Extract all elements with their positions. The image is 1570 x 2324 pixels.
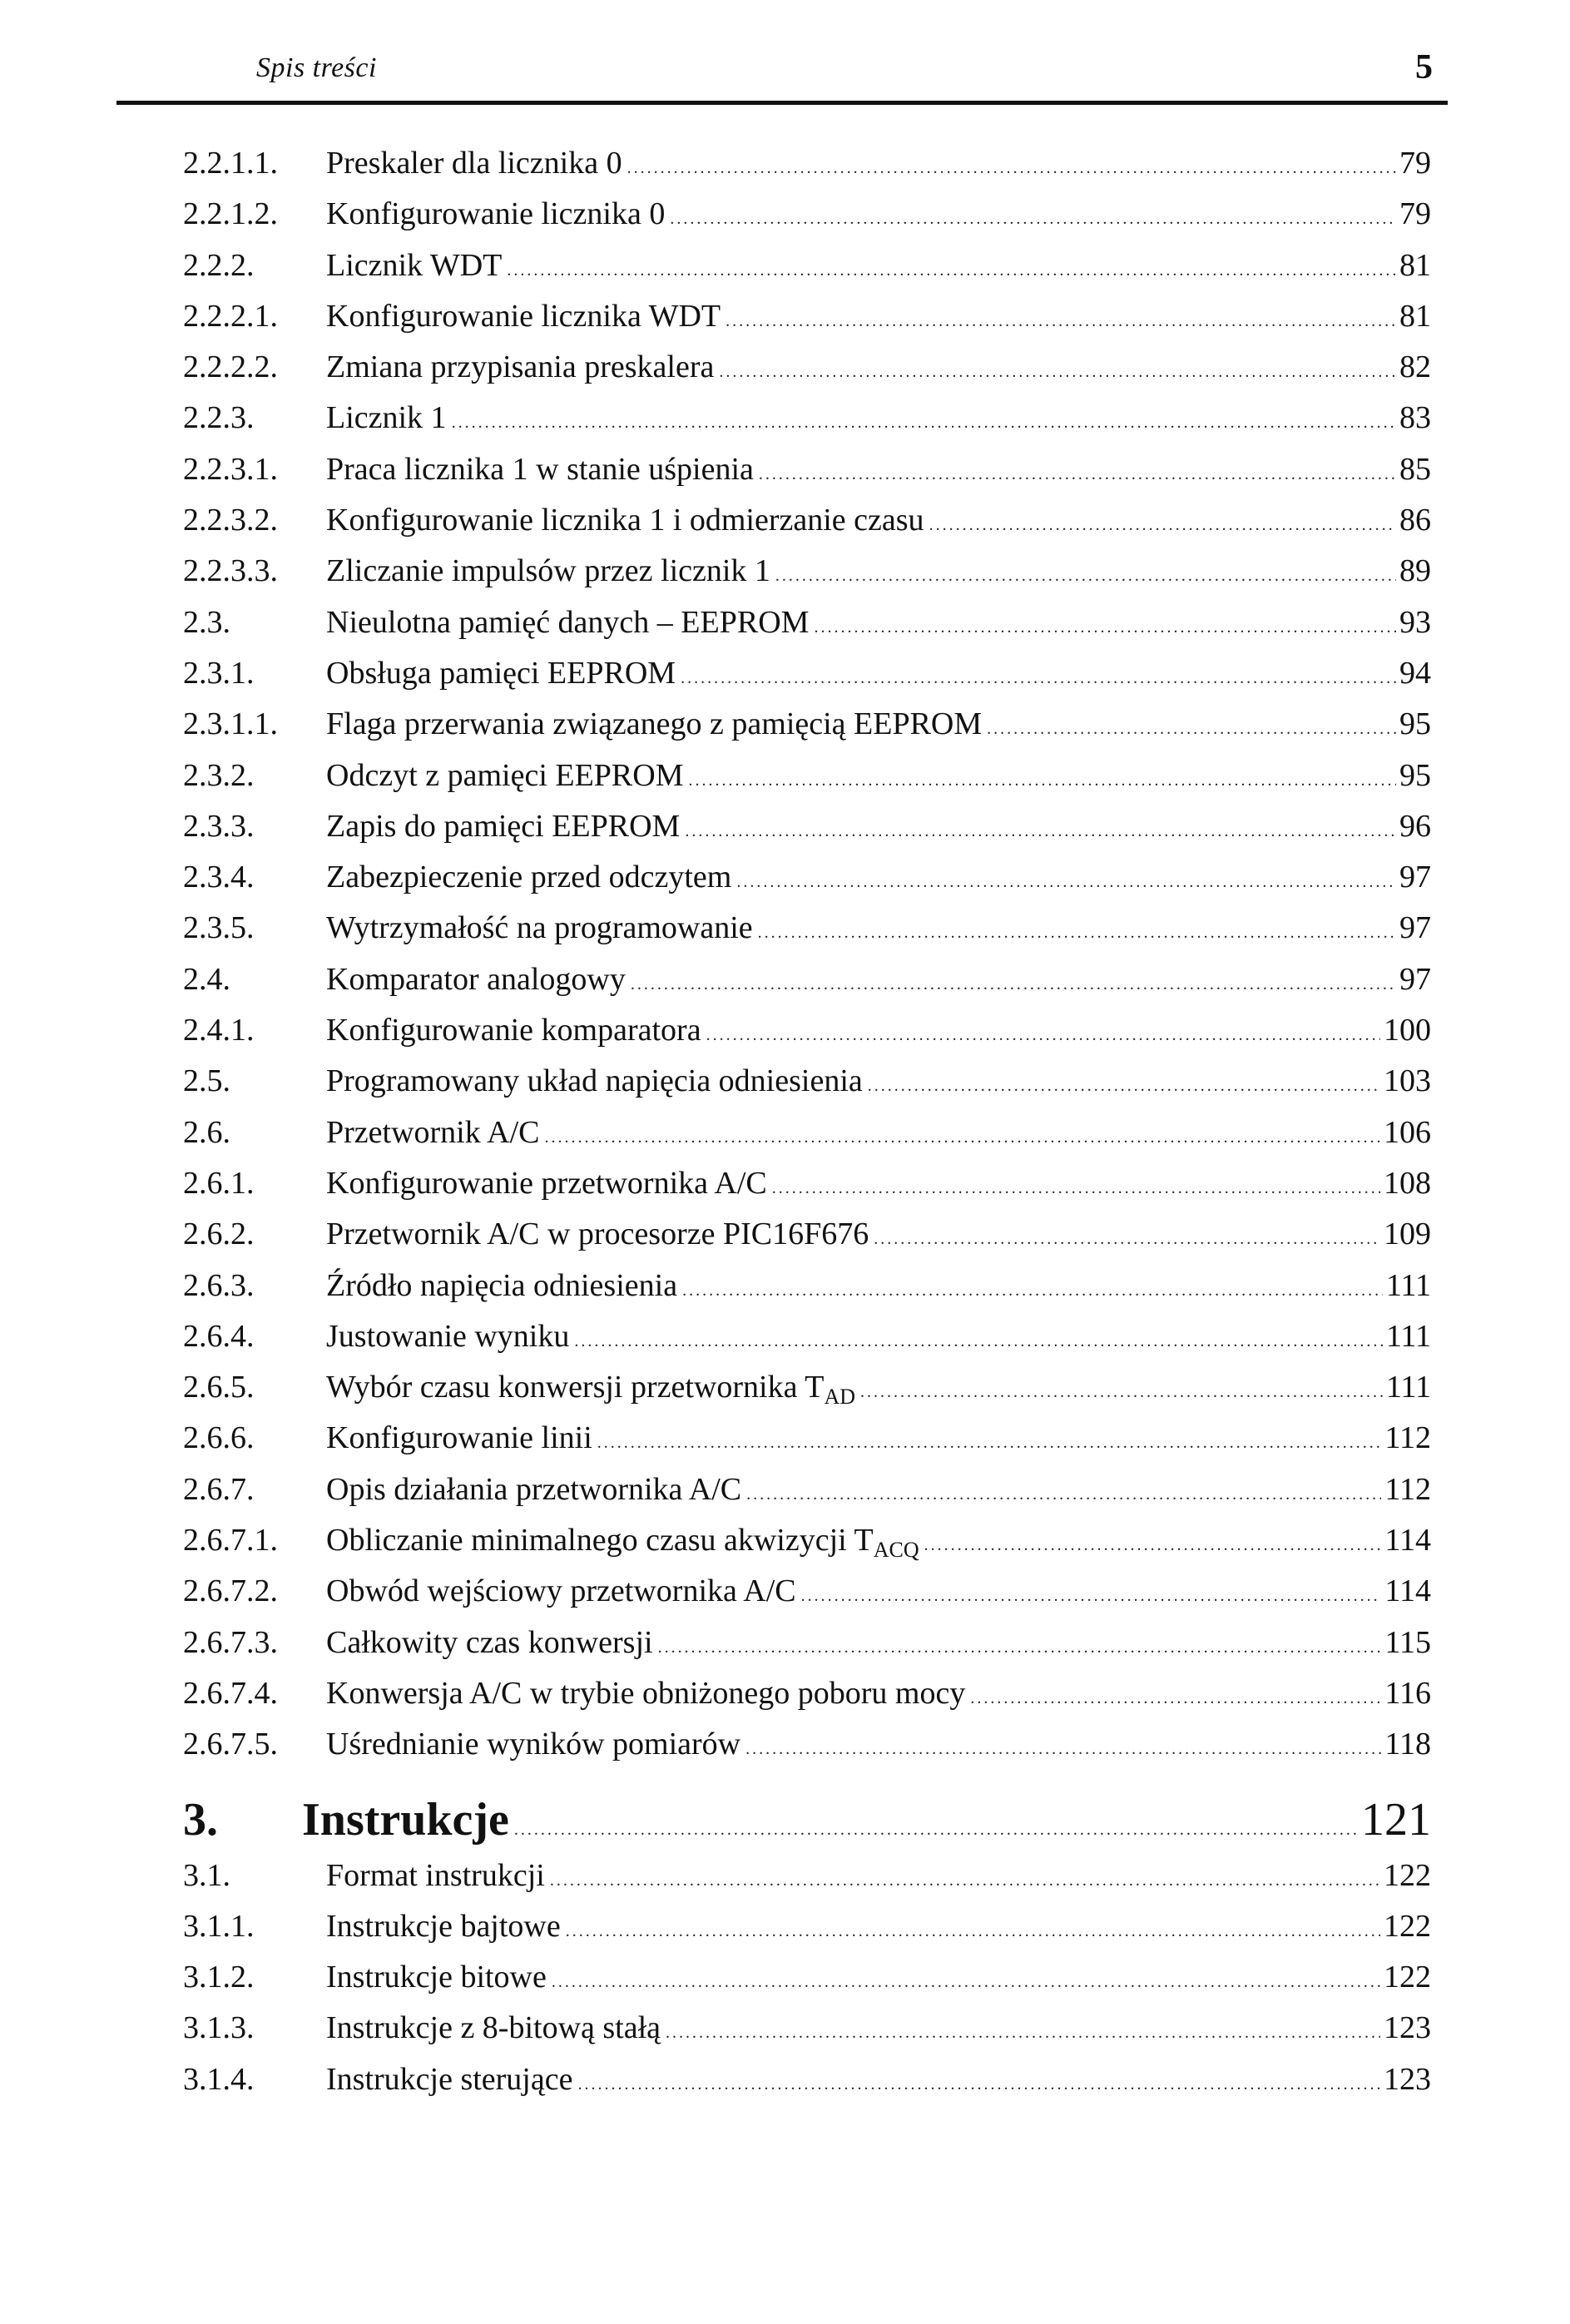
toc-entry[interactable] [183,138,1431,189]
toc-entry[interactable] [183,852,1431,903]
toc-entry[interactable] [183,751,1431,801]
running-header [116,46,1448,96]
toc-entry-page: 100 [1384,1013,1431,1048]
dot-leader [631,959,1396,1010]
toc-entry[interactable] [183,597,1431,648]
toc-entry-number: 2.3.2. [183,757,255,793]
toc-entry-title: Obliczanie minimalnego czasu akwizycji $T_{ACQ}$ [326,1523,919,1563]
dot-leader [759,449,1396,500]
toc-entry-page: 112 [1384,1471,1431,1507]
toc-entry[interactable] [183,1005,1431,1056]
toc-entry-title: Opis działania przetwornika A/C [326,1471,742,1507]
toc-entry-title: Odczyt z pamięci EEPROM [326,757,684,793]
toc-entry-title: Całkowity czas konwersji [326,1624,653,1660]
toc-entry-page: 115 [1384,1624,1431,1660]
toc-entry-page: 114 [1384,1573,1431,1609]
dot-leader [689,756,1396,806]
toc-entry[interactable] [183,1158,1431,1209]
toc-entry[interactable] [183,1362,1431,1413]
dot-leader [550,1856,1380,1906]
toc-entry-number: 2.3.3. [183,808,255,844]
dot-leader [706,1010,1380,1061]
dot-leader [814,602,1396,653]
toc-entry-page: 85 [1399,451,1431,487]
toc-entry-number: 2.6.7.3. [183,1624,278,1660]
toc-entry-title: Instrukcje bitowe [326,1960,547,1995]
toc-entry-page: 83 [1399,400,1431,436]
toc-entry-number: 3.1.2. [183,1960,255,1995]
toc-entry-number: 2.4. [183,961,230,997]
toc-entry[interactable] [183,1515,1431,1566]
toc-entry-number: 2.6.7.2. [183,1573,278,1609]
toc-entry-page: 89 [1399,553,1431,589]
toc-entry[interactable] [183,1464,1431,1515]
toc-entry[interactable] [183,444,1431,495]
toc-entry[interactable] [183,1851,1431,1901]
dot-leader [597,1418,1382,1469]
dot-leader [775,551,1396,602]
toc-entry-title: Obwód wejściowy przetwornika A/C [326,1573,796,1609]
toc-entry-title: Komparator analogowy [326,961,626,997]
toc-entry-page: 97 [1399,961,1431,997]
toc-entry-page: 94 [1399,655,1431,691]
toc-entry-number: 2.2.3. [183,400,255,436]
toc-entry-page: 97 [1399,910,1431,946]
header-rule [116,101,1448,105]
toc-entry-page: 95 [1399,757,1431,793]
toc-entry-number: 3.1.4. [183,2061,255,2097]
toc-entry-title: Źródło napięcia odniesienia [326,1267,678,1303]
toc-entry-number: 2.6.7. [183,1471,255,1507]
toc-entry-title: Programowany układ napięcia odniesienia [326,1063,863,1099]
toc-entry-number: 3.1.1. [183,1908,255,1944]
toc-entry-page: 122 [1384,1908,1431,1944]
toc-entry-number: 2.2.3.1. [183,451,278,487]
toc-entry-title: Konfigurowanie licznika WDT [326,298,721,334]
dot-leader [772,1163,1380,1214]
toc-entry-page: 79 [1399,196,1431,232]
table-of-contents [183,138,1431,2105]
toc-entry-title: Instrukcje sterujące [326,2061,573,2097]
toc-entry-page: 111 [1385,1370,1431,1405]
toc-entry-number: 2.3. [183,604,230,640]
toc-entry-title: Przetwornik A/C w procesorze PIC16F676 [326,1217,869,1252]
subscript: ACQ [873,1538,919,1563]
toc-entry[interactable] [183,546,1431,597]
toc-entry-page: 81 [1399,247,1431,283]
toc-entry-page: 96 [1399,808,1431,844]
toc-entry[interactable] [183,699,1431,750]
dot-leader [719,347,1396,398]
dot-leader [544,1112,1380,1163]
toc-entry-number: 3.1.3. [183,2010,255,2046]
toc-entry[interactable] [183,393,1431,443]
toc-entry[interactable] [183,495,1431,546]
toc-entry-page: 93 [1399,604,1431,640]
dot-leader [627,143,1396,194]
toc-entry[interactable] [183,1668,1431,1719]
toc-entry-number: 2.6.2. [183,1217,255,1252]
toc-entry-number: 2.6.7.5. [183,1727,278,1762]
toc-entry-page: 82 [1399,349,1431,385]
toc-entry-title: Zapis do pamięci EEPROM [326,808,681,844]
dot-leader [746,1469,1381,1520]
toc-entry-page: 106 [1384,1114,1431,1150]
toc-entry[interactable] [183,1719,1431,1770]
toc-entry-page: 122 [1384,1960,1431,1995]
toc-entry[interactable] [183,1618,1431,1668]
dot-leader [666,2008,1380,2059]
toc-entry-title: Wytrzymałość na programowanie [326,910,753,946]
toc-entry-title: Konfigurowanie licznika 0 [326,196,666,232]
dot-leader [929,500,1396,551]
dot-leader [726,296,1396,347]
toc-entry-number: 2.6.6. [183,1420,255,1456]
toc-entry[interactable] [183,801,1431,852]
toc-entry[interactable] [183,1952,1431,2003]
toc-entry[interactable] [183,291,1431,342]
dot-leader [566,1906,1380,1957]
toc-entry-title: Praca licznika 1 w stanie uśpienia [326,451,754,487]
dot-leader [970,1673,1381,1724]
toc-entry-page: 121 [1361,1793,1431,1846]
header-title: Spis treści [256,52,377,83]
toc-entry-title: Konfigurowanie komparatora [326,1013,701,1048]
toc-entry-number: 2.2.3.2. [183,503,278,538]
toc-entry-number: 3. [183,1793,218,1846]
toc-entry-number: 2.2.1.2. [183,196,278,232]
dot-leader [801,1571,1382,1622]
dot-leader [685,806,1396,857]
toc-entry-page: 79 [1399,146,1431,181]
toc-entry-number: 2.5. [183,1063,230,1099]
dot-leader [758,908,1396,959]
dot-leader [577,2059,1380,2110]
toc-entry-title: Obsługa pamięci EEPROM [326,655,676,691]
subscript: AD [824,1385,856,1410]
dot-leader [924,1520,1382,1571]
dot-leader [868,1061,1380,1112]
dot-leader [745,1724,1381,1775]
toc-entry[interactable] [183,2054,1431,2105]
toc-entry-page: 123 [1384,2010,1431,2046]
toc-entry-number: 2.6.7.1. [183,1523,278,1558]
toc-entry-number: 2.6.5. [183,1370,255,1405]
toc-entry-title: Konfigurowanie licznika 1 i odmierzanie czasu [326,503,924,538]
toc-entry-number: 2.3.1. [183,655,255,691]
toc-entry-number: 2.6.4. [183,1318,255,1354]
dot-leader [874,1214,1380,1265]
toc-entry-number: 2.3.4. [183,860,255,895]
toc-entry-number: 2.3.5. [183,910,255,946]
toc-entry[interactable] [183,1566,1431,1617]
dot-leader [987,704,1396,755]
toc-entry-number: 2.4.1. [183,1013,255,1048]
toc-entry-number: 2.3.1.1. [183,706,278,742]
toc-entry-title: Flaga przerwania związanego z pamięcią EEPROM [326,706,983,742]
toc-entry-title: Konfigurowanie linii [326,1420,592,1456]
toc-entry-title: Format instrukcji [326,1857,545,1893]
toc-entry-title: Konwersja A/C w trybie obniżonego poboru mocy [326,1675,966,1711]
toc-entry-title: Instrukcje z 8-bitową stałą [326,2010,661,2046]
toc-entry[interactable] [183,1209,1431,1260]
toc-entry-page: 103 [1384,1063,1431,1099]
toc-entry-page: 111 [1385,1267,1431,1303]
toc-entry[interactable] [183,1413,1431,1464]
toc-entry-number: 2.2.2.2. [183,349,278,385]
toc-entry-title: Zmiana przypisania preskalera [326,349,715,385]
dot-leader [682,1266,1383,1316]
toc-entry-page: 112 [1384,1420,1431,1456]
dot-leader [860,1367,1383,1418]
toc-entry-title: Uśrednianie wyników pomiarów [326,1727,741,1762]
toc-entry-page: 81 [1399,298,1431,334]
dot-leader [658,1623,1382,1673]
toc-entry-page: 86 [1399,503,1431,538]
toc-entry-title: Przetwornik A/C [326,1114,540,1150]
toc-entry-page: 114 [1384,1523,1431,1558]
toc-entry-title: Instrukcje bajtowe [326,1908,561,1944]
toc-entry-page: 111 [1385,1318,1431,1354]
dot-leader [670,194,1396,245]
dot-leader [681,653,1396,704]
toc-entry-number: 2.6. [183,1114,230,1150]
toc-entry[interactable] [183,342,1431,393]
dot-leader [452,398,1396,448]
toc-entry[interactable] [183,240,1431,291]
toc-entry-title: Instrukcje [302,1793,509,1846]
header-page-number: 5 [1415,48,1433,87]
toc-entry-page: 122 [1384,1857,1431,1893]
toc-entry[interactable] [183,1311,1431,1362]
toc-entry-page: 123 [1384,2061,1431,2097]
toc-entry-number: 2.2.3.3. [183,553,278,589]
toc-entry-number: 2.6.7.4. [183,1675,278,1711]
toc-entry-title: Nieulotna pamięć danych – EEPROM [326,604,810,640]
toc-chapter-heading[interactable] [183,1782,1431,1851]
toc-entry[interactable] [183,903,1431,954]
dot-leader [552,1957,1380,2008]
toc-entry-title: Konfigurowanie przetwornika A/C [326,1165,767,1201]
toc-entry-title: Zliczanie impulsów przez licznik 1 [326,553,770,589]
toc-entry-number: 2.2.1.1. [183,146,278,181]
toc-entry-page: 95 [1399,706,1431,742]
toc-entry-title: Preskaler dla licznika 0 [326,146,622,181]
toc-entry-number: 2.2.2.1. [183,298,278,334]
toc-entry-title: Justowanie wyniku [326,1318,570,1354]
toc-entry-number: 2.2.2. [183,247,255,283]
toc-entry[interactable] [183,954,1431,1005]
toc-entry-page: 116 [1384,1675,1431,1711]
toc-entry[interactable] [183,2003,1431,2054]
toc-entry-page: 109 [1384,1217,1431,1252]
dot-leader [507,245,1396,296]
toc-entry-page: 97 [1399,860,1431,895]
dot-leader [574,1316,1382,1367]
toc-entry[interactable] [183,1107,1431,1158]
toc-entry[interactable] [183,189,1431,240]
toc-entry-page: 108 [1384,1165,1431,1201]
toc-entry-title: Wybór czasu konwersji przetwornika $T_{AD}$ [326,1370,856,1410]
toc-entry[interactable] [183,1261,1431,1311]
dot-leader [736,857,1396,908]
toc-entry-number: 2.6.3. [183,1267,255,1303]
toc-entry-page: 118 [1384,1727,1431,1762]
toc-entry[interactable] [183,1901,1431,1952]
toc-entry-title: Zabezpieczenie przed odczytem [326,860,732,895]
toc-entry[interactable] [183,1056,1431,1107]
toc-entry[interactable] [183,648,1431,699]
toc-entry-number: 3.1. [183,1857,230,1893]
toc-entry-number: 2.6.1. [183,1165,255,1201]
toc-entry-title: Licznik 1 [326,400,447,436]
toc-entry-title: Licznik WDT [326,247,503,283]
